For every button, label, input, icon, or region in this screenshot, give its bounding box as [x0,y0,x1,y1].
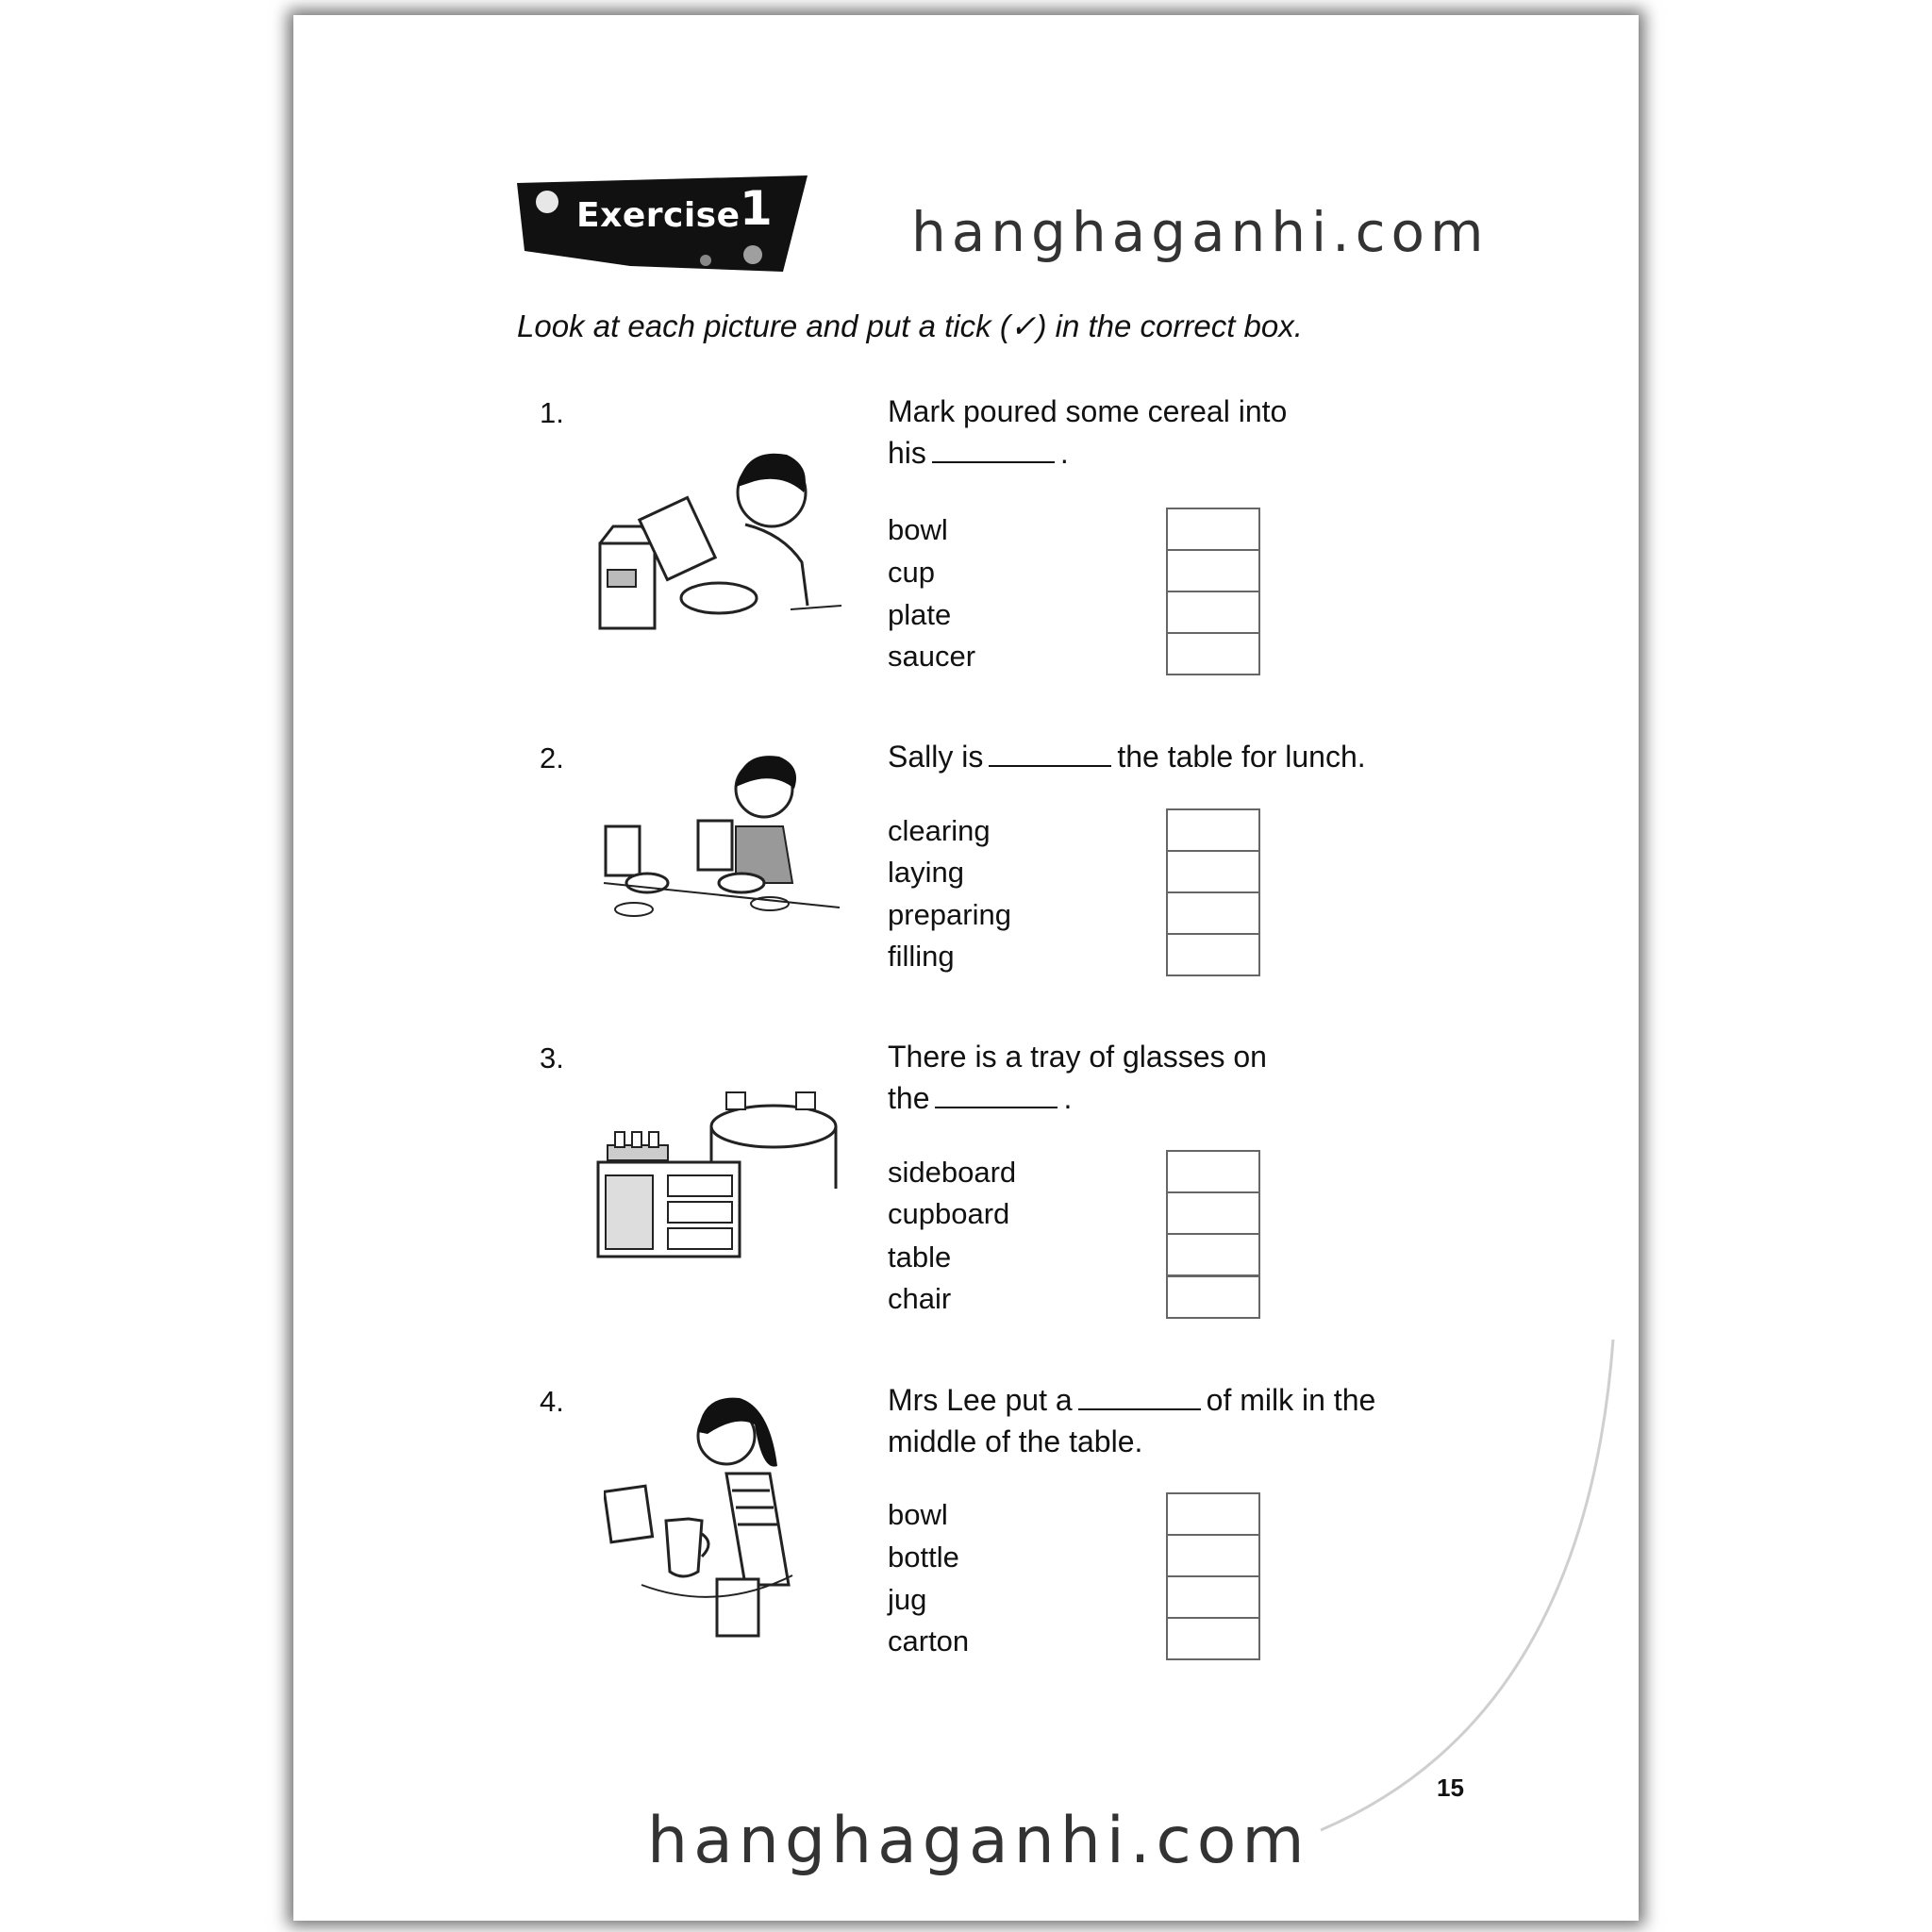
question-line [888,1077,1267,1119]
question-number: 4. [540,1385,564,1418]
question-text-part: Mrs Lee put a [888,1383,1073,1417]
girl-laying-table-icon [594,741,849,930]
option-label: clearing [888,814,991,847]
question-line: There is a tray of glasses on [888,1040,1267,1074]
question-text-part: the table for lunch. [1117,740,1366,774]
option-label: cup [888,556,935,589]
tick-box[interactable] [1166,1150,1260,1193]
option-label: preparing [888,898,1011,931]
question-text-part: Sally is [888,740,984,774]
exercise-banner [517,175,809,274]
question-text-part: . [1059,436,1069,470]
option-label: bottle [888,1541,959,1574]
sideboard-with-glasses-icon [594,1085,849,1283]
question-text [888,391,1287,474]
question-number: 1. [540,396,564,429]
question-text-part: of milk in the [1206,1383,1376,1417]
exercise-number: 1 [740,181,773,236]
tick-box[interactable] [1166,1492,1260,1536]
question-number: 3. [540,1041,564,1074]
option-label: cupboard [888,1197,1010,1230]
exercise-label: Exercise [576,196,741,235]
question-number: 2. [540,741,564,774]
page-curl-decoration [1302,1321,1623,1849]
option-label: laying [888,856,964,889]
option-label: carton [888,1624,970,1657]
question-line [888,432,1287,474]
tick-box[interactable] [1166,1534,1260,1577]
tick-box[interactable] [1166,850,1260,893]
watermark-bottom: hanghaganhi.com [647,1804,1310,1878]
tick-box[interactable] [1166,591,1260,634]
option-label: filling [888,940,955,973]
question-text [888,1036,1267,1119]
question-line: Mark poured some cereal into [888,394,1288,428]
option-label: saucer [888,640,976,673]
tick-box[interactable] [1166,1617,1260,1660]
option-label: jug [888,1583,927,1616]
question-text-part: his [888,436,926,470]
question-text [888,736,1366,777]
question-line: middle of the table. [888,1424,1143,1458]
answer-blank [932,435,1055,463]
question-text-part: . [1063,1081,1073,1115]
page-number: 15 [1437,1774,1464,1802]
tick-box[interactable] [1166,891,1260,935]
instruction-text: Look at each picture and put a tick (✓) in the correct box. [517,308,1303,343]
option-label: chair [888,1282,952,1315]
question-text-part: the [888,1081,930,1115]
tick-box[interactable] [1166,1191,1260,1235]
tick-box[interactable] [1166,549,1260,592]
tick-box[interactable] [1166,508,1260,551]
answer-blank [935,1080,1058,1108]
answer-blank [989,739,1111,767]
tick-box[interactable] [1166,1575,1260,1619]
option-label: bowl [888,1498,948,1531]
question-line [888,736,1366,777]
woman-with-jug-icon [604,1387,840,1641]
tick-box[interactable] [1166,933,1260,976]
tick-box[interactable] [1166,808,1260,852]
tick-box[interactable] [1166,1233,1260,1276]
option-label: plate [888,598,952,631]
boy-pouring-cereal-icon [594,440,849,638]
option-label: sideboard [888,1156,1017,1189]
watermark-top: hanghaganhi.com [911,200,1490,264]
option-label: table [888,1241,952,1274]
answer-blank [1078,1382,1201,1410]
tick-box[interactable] [1166,632,1260,675]
tick-box[interactable] [1166,1275,1260,1319]
option-label: bowl [888,513,948,546]
